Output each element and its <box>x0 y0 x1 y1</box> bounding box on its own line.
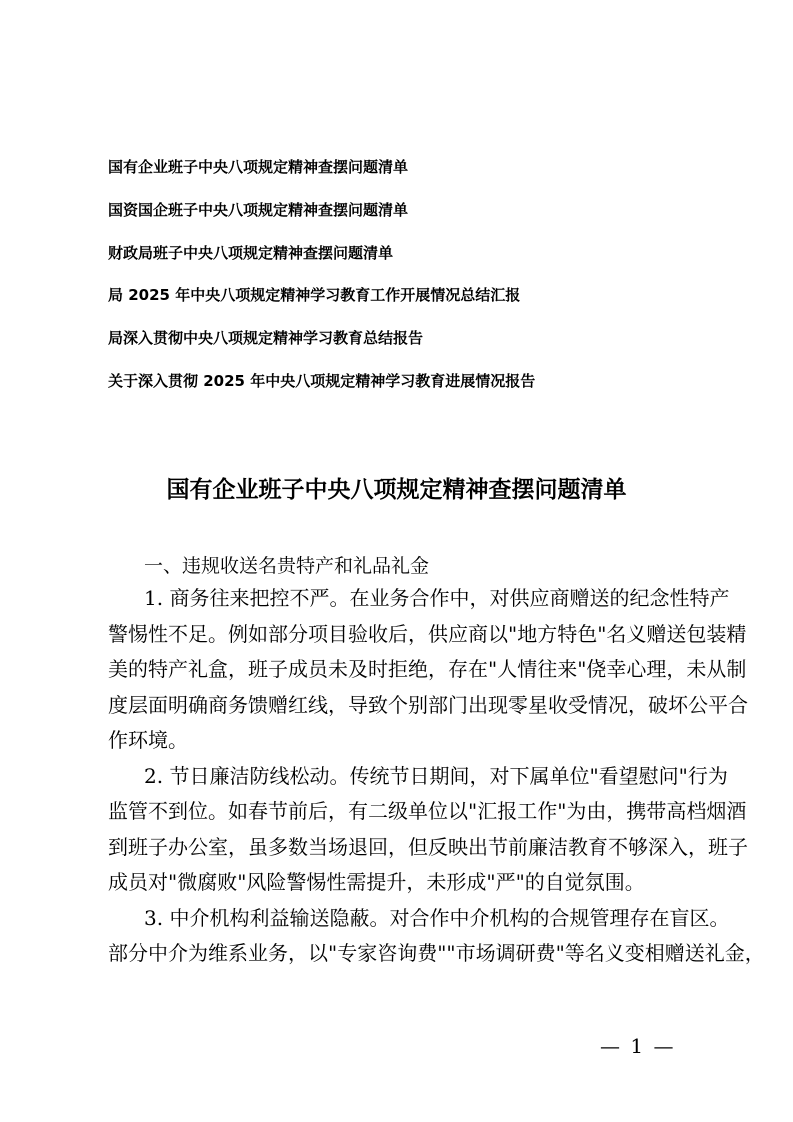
related-document-link[interactable]: 国有企业班子中央八项规定精神查摆问题清单 <box>108 158 409 176</box>
body-line: 监管不到位。如春节前后，有二级单位以"汇报工作"为由，携带高档烟酒 <box>108 799 747 823</box>
section-heading: 一、违规收送名贵特产和礼品礼金 <box>144 555 430 577</box>
related-document-link[interactable]: 局 2025 年中央八项规定精神学习教育工作开展情况总结汇报 <box>108 286 521 305</box>
page-number: — 1 — <box>600 1034 676 1058</box>
body-line: 美的特产礼盒，班子成员未及时拒绝，存在"人情往来"侥幸心理，未从制 <box>108 657 747 681</box>
body-line: 成员对"微腐败"风险警惕性需提升，未形成"严"的自觉氛围。 <box>108 870 645 894</box>
body-line: 3. 中介机构利益输送隐蔽。对合作中介机构的合规管理存在盲区。 <box>144 905 730 930</box>
document-title: 国有企业班子中央八项规定精神查摆问题清单 <box>166 477 627 503</box>
related-document-link[interactable]: 局深入贯彻中央八项规定精神学习教育总结报告 <box>108 329 424 348</box>
related-documents-list <box>108 156 535 413</box>
body-line: 1. 商务往来把控不严。在业务合作中，对供应商赠送的纪念性特产 <box>144 586 730 610</box>
related-document-link[interactable]: 关于深入贯彻 2025 年中央八项规定精神学习教育进展情况报告 <box>108 371 536 390</box>
body-line: 度层面明确商务馈赠红线，导致个别部门出现零星收受情况，破坏公平合 <box>108 692 748 717</box>
document-body <box>108 584 765 975</box>
related-document-link[interactable]: 国资国企班子中央八项规定精神查摆问题清单 <box>108 200 409 219</box>
body-line: 到班子办公室，虽多数当场退回，但反映出节前廉洁教育不够深入，班子 <box>108 834 748 859</box>
body-line: 2. 节日廉洁防线松动。传统节日期间，对下属单位"看望慰问"行为 <box>144 763 728 788</box>
related-document-link[interactable]: 财政局班子中央八项规定精神查摆问题清单 <box>108 243 394 262</box>
body-line: 部分中介为维系业务，以"专家咨询费""市场调研费"等名义变相赠送礼金， <box>108 941 765 965</box>
body-line: 警惕性不足。例如部分项目验收后，供应商以"地方特色"名义赠送包装精 <box>108 621 747 646</box>
body-line: 作环境。 <box>108 728 188 752</box>
